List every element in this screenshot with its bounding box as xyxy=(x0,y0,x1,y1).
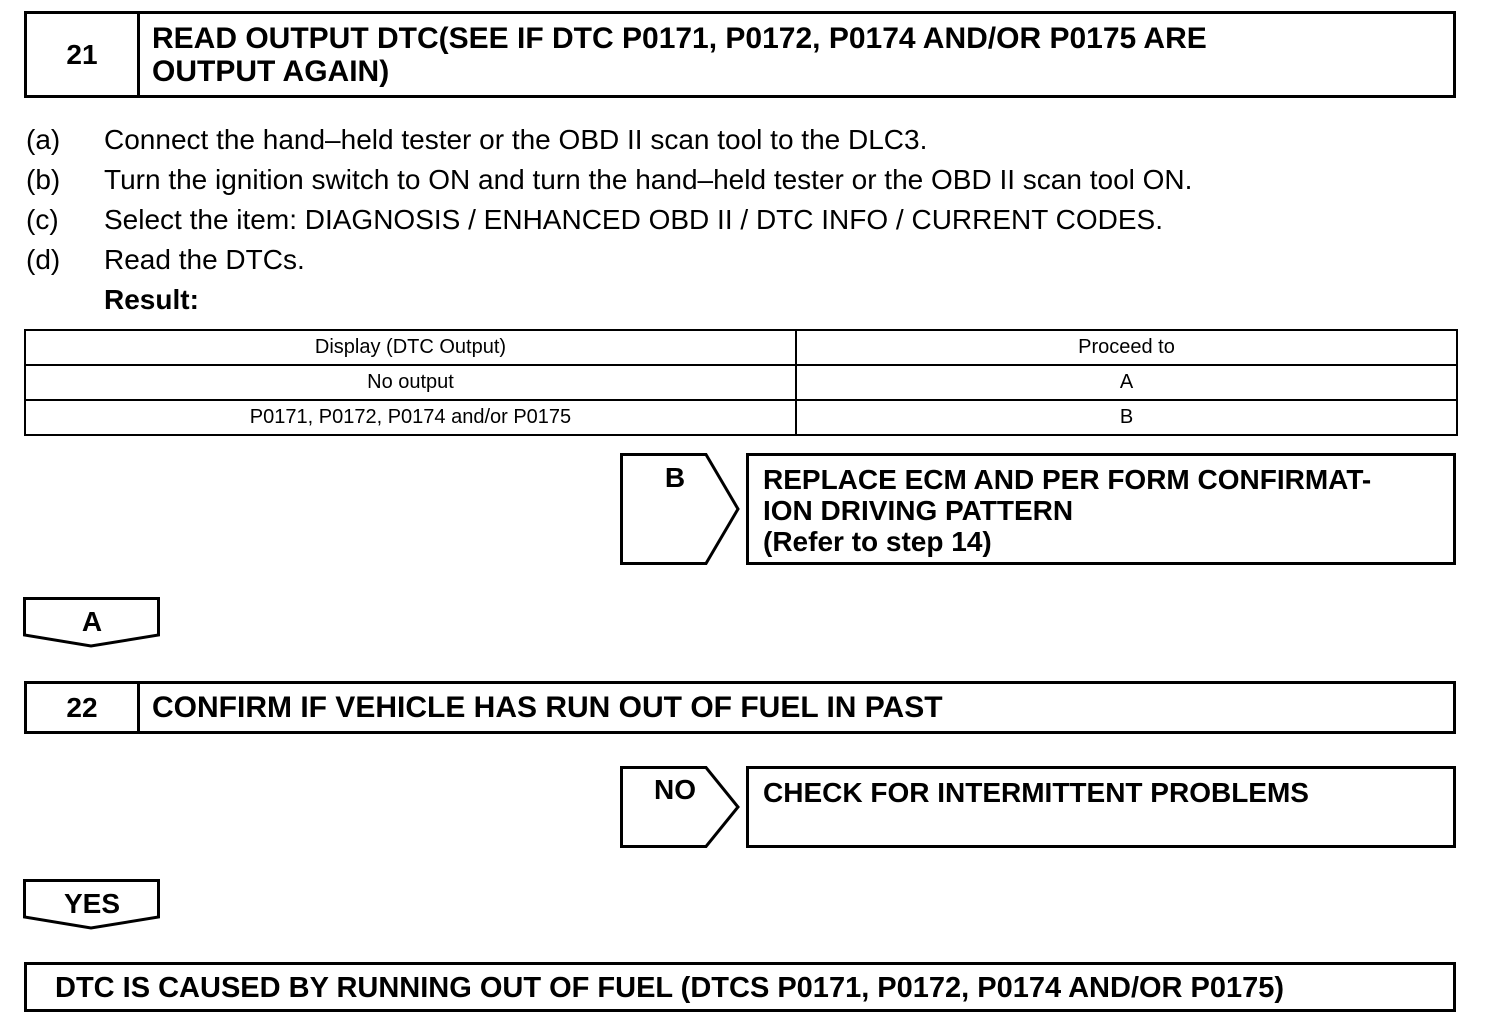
procedure-letter: (a) xyxy=(26,124,61,155)
step-number: 22 xyxy=(27,684,140,731)
table-row xyxy=(25,400,1457,435)
procedure-letter: (d) xyxy=(26,244,61,275)
step-21-header xyxy=(24,11,1456,98)
step-title: CONFIRM IF VEHICLE HAS RUN OUT OF FUEL IN PAST xyxy=(152,691,943,724)
procedure-item xyxy=(26,203,1466,239)
result-label: Result: xyxy=(104,284,199,315)
step-title-line: READ OUTPUT DTC(SEE IF DTC P0171, P0172, P0174 AND/OR P0175 ARE xyxy=(152,22,1207,55)
table-cell: No output xyxy=(25,365,796,400)
procedure-text: Read the DTCs. xyxy=(104,244,305,275)
procedure-letter: (b) xyxy=(26,164,61,195)
table-header-cell: Proceed to xyxy=(796,330,1457,365)
replace-ecm-action-box xyxy=(746,453,1456,565)
procedure-letter: (c) xyxy=(26,204,59,235)
action-text-line: REPLACE ECM AND PER FORM CONFIRMAT- xyxy=(763,464,1372,495)
table-header-cell: Display (DTC Output) xyxy=(25,330,796,365)
intermittent-problems-action-box xyxy=(746,766,1456,848)
step-number: 21 xyxy=(27,14,140,95)
table-cell: A xyxy=(796,365,1457,400)
action-text: CHECK FOR INTERMITTENT PROBLEMS xyxy=(763,777,1309,808)
step-22-header xyxy=(24,681,1456,734)
branch-b-label: B xyxy=(664,462,686,493)
table-header-row xyxy=(25,330,1457,365)
procedure-list xyxy=(26,123,1466,323)
conclusion-text: DTC IS CAUSED BY RUNNING OUT OF FUEL (DTCS P0171, P0172, P0174 AND/OR P0175) xyxy=(55,972,1285,1004)
table-cell: B xyxy=(796,400,1457,435)
procedure-item xyxy=(26,243,1466,279)
action-text-line: (Refer to step 14) xyxy=(763,526,992,557)
result-table xyxy=(24,329,1458,436)
procedure-item xyxy=(26,163,1466,199)
step-title xyxy=(152,22,1443,88)
step-title-line: OUTPUT AGAIN) xyxy=(152,55,390,88)
arrow-yes-label: YES xyxy=(63,888,121,919)
procedure-text: Select the item: DIAGNOSIS / ENHANCED OBD II / DTC INFO / CURRENT CODES. xyxy=(104,204,1163,235)
action-text-line: ION DRIVING PATTERN xyxy=(763,495,1074,526)
action-text xyxy=(763,464,1445,557)
arrow-a-label: A xyxy=(81,606,103,637)
procedure-text: Connect the hand–held tester or the OBD II scan tool to the DLC3. xyxy=(104,124,928,155)
conclusion-box xyxy=(24,962,1456,1012)
procedure-text: Turn the ignition switch to ON and turn the hand–held tester or the OBD II scan tool ON. xyxy=(104,164,1193,195)
branch-no-label: NO xyxy=(654,774,696,805)
table-row xyxy=(25,365,1457,400)
procedure-item xyxy=(26,123,1466,159)
table-cell: P0171, P0172, P0174 and/or P0175 xyxy=(25,400,796,435)
